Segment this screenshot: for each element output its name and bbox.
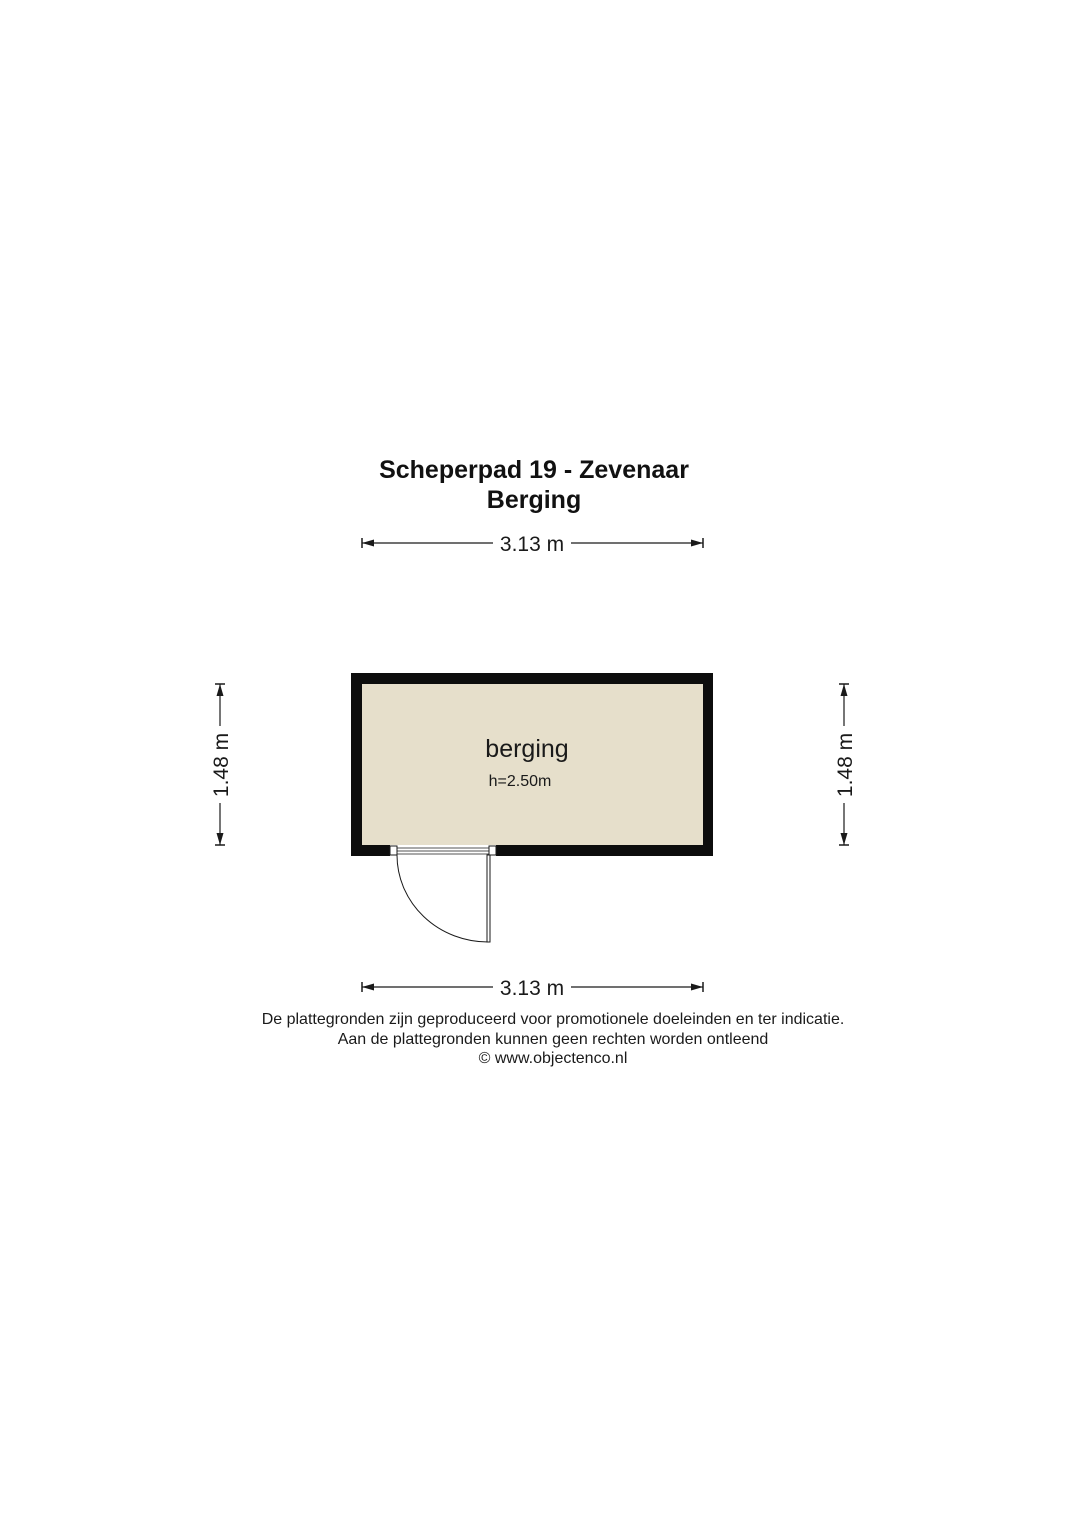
dimension-right-label: 1.48 m [834, 732, 857, 798]
dimension-top [362, 533, 703, 556]
disclaimer-line-1: De plattegronden zijn geproduceerd voor promotionele doeleinden en ter indicatie. [261, 1011, 845, 1028]
dimension-bottom-label: 3.13 m [499, 977, 565, 1000]
dimension-top-label: 3.13 m [499, 533, 565, 556]
door-swing-arc [397, 855, 488, 942]
copyright-text: © www.objectenco.nl [478, 1050, 628, 1067]
door-jamb-left [390, 846, 397, 855]
door-jamb-right [489, 846, 496, 855]
plan-address-title: Scheperpad 19 - Zevenaar [379, 456, 689, 484]
disclaimer-line-2: Aan de plattegronden kunnen geen rechten worden ontleend [337, 1031, 769, 1048]
room-berging [351, 673, 713, 942]
room-name-label: berging [485, 735, 569, 763]
room-floor [362, 684, 703, 845]
room-height-label: h=2.50m [488, 773, 552, 790]
door-leaf [487, 855, 490, 942]
dimension-bottom [362, 977, 703, 1000]
dimension-left [210, 684, 233, 845]
dimension-right [834, 684, 857, 845]
plan-floor-title: Berging [486, 486, 582, 514]
dimension-left-label: 1.48 m [210, 732, 233, 798]
